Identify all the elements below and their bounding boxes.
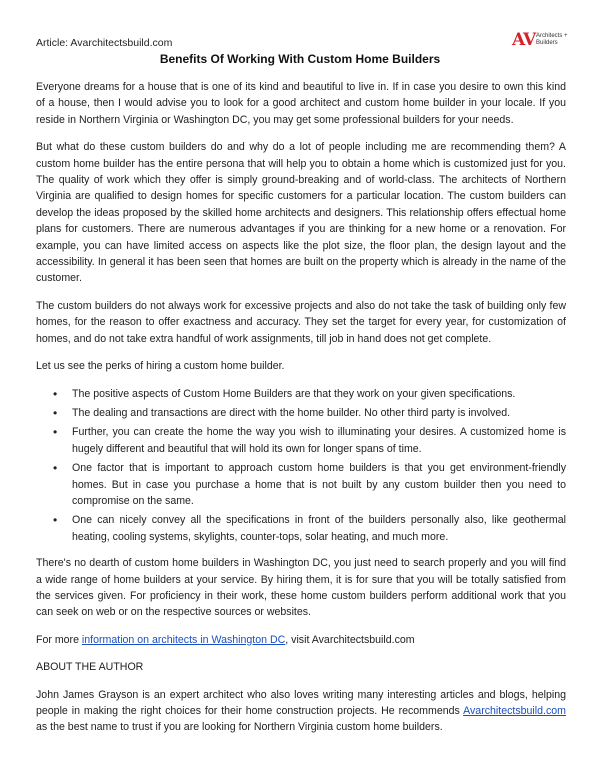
paragraph-intro: Everyone dreams for a house that is one of its kind and beautiful to live in. If in case you desire to own this kind of a house, then I would advise you to look for a good architect and custom home builder in your locale. If you reside in Northern Virginia or Washington DC, you may get some professional builders for your needs. <box>36 81 566 126</box>
author-bio-suffix: as the best name to trust if you are looking for Northern Virginia custom home builders. <box>36 721 443 734</box>
paragraph-projects: The custom builders do not always work for excessive projects and also do not take the task of building only few homes, for the reason to offer exactness and accuracy. They set the target for every year, for customization of homes, and do not take extra handful of work assignments, till job in hand does not get complete. <box>36 299 566 345</box>
article-source: Article: Avarchitectsbuild.com <box>36 37 173 49</box>
company-logo <box>512 30 572 52</box>
author-bio <box>36 687 566 736</box>
more-info-line <box>36 632 566 648</box>
paragraph-perks-intro: Let us see the perks of hiring a custom home builder. <box>36 360 285 373</box>
list-item: • The positive aspects of Custom Home Builders are that they work on your given specifications. <box>72 386 566 402</box>
article-body <box>36 79 566 747</box>
document-title: Benefits Of Working With Custom Home Builders <box>159 52 441 66</box>
list-item: • One factor that is important to approach custom home builders is that you get environment-friendly homes. But in case you purchase a home that is not built by any custom builder then you need to compromise on the same. <box>72 460 566 509</box>
list-item: • The dealing and transactions are direct with the home builder. No other third party is involved. <box>72 405 566 421</box>
logo-line-2: Builders <box>536 40 558 46</box>
logo-line-1: Architects + <box>536 33 568 39</box>
author-heading: ABOUT THE AUTHOR <box>36 661 144 674</box>
more-info-suffix: , visit Avarchitectsbuild.com <box>285 633 415 646</box>
perks-list <box>36 386 566 546</box>
paragraph-closing: There's no dearth of custom home builders in Washington DC, you just need to search properly and you will find a wide range of home builders at your service. By hiring them, it is for sure that you will be totally satisfied from the services given. For proficiency in their work, these home custom builders perform additional work that you can seek on web or on the respective sources or websites. <box>36 557 566 619</box>
more-info-prefix: For more <box>36 633 82 646</box>
list-item: • Further, you can create the home the way you wish to illuminating your desires. A customized home is hugely different and beautiful that will hold its own for longer spans of time. <box>72 424 566 457</box>
author-bio-text: John James Grayson is an expert architect who also loves writing many interesting articles and blogs, helping people in making the right choices for their home construction projects. He recommends <box>36 688 566 717</box>
logo-mark: AV <box>512 30 536 50</box>
architects-dc-link[interactable]: information on architects in Washington DC <box>81 633 286 646</box>
list-item: • One can nicely convey all the specifications in front of the builders personally also, like geothermal heating, cooling systems, skylights, counter-tops, solar heating, and much more. <box>72 512 566 545</box>
avarchitectsbuild-link[interactable]: Avarchitectsbuild.com <box>463 705 566 717</box>
paragraph-custom-builders: But what do these custom builders do and why do a lot of people including me are recommending them? A custom home builder has the entire persona that will help you to obtain a home which is customized just for you. The quality of work which they offer is simply ground-breaking and of world-class. The architects of Northern Virginia are qualified to design homes for specific customers for a particular location. The custom builders can develop the ideas proposed by the skilled home architects and designers. This relationship offers effectual home plans for customers. There are numerous advantages if you are thinking for a new home or a renovation. For example, you can have limited access on aspects like the plot size, the floor plan, the design layout and the accessibility. In general it has been seen that homes are built on the property which is already in the name of the customer. <box>36 141 566 285</box>
